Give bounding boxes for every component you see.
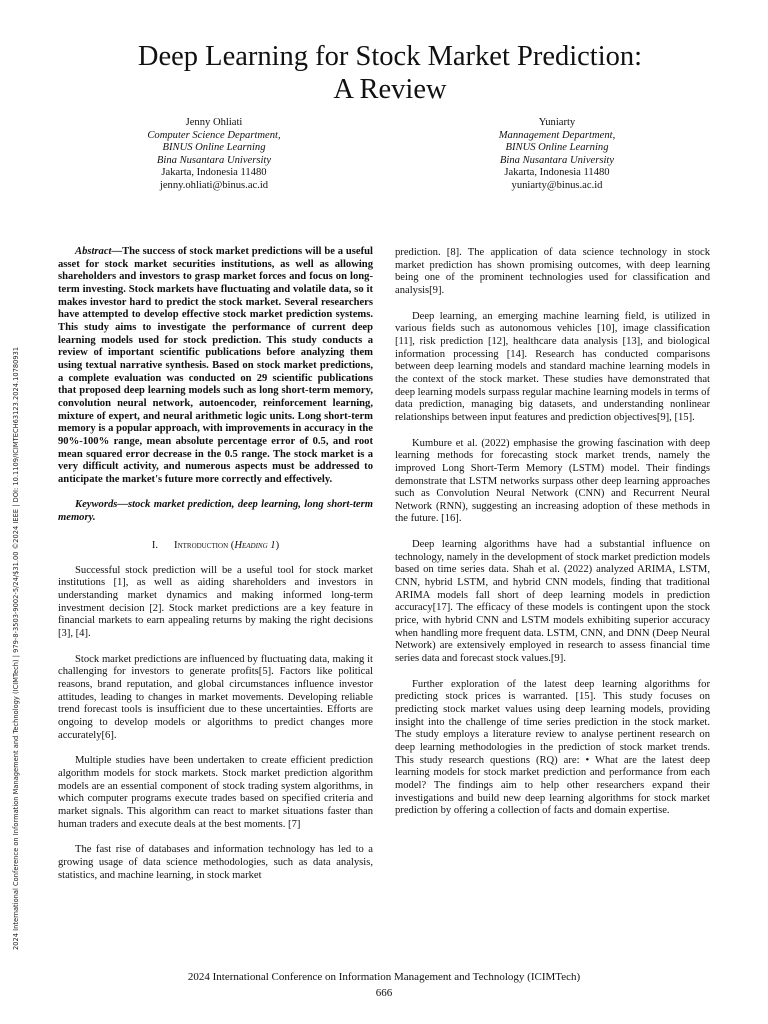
paragraph: The fast rise of databases and information technology has led to a growing usage of data science methodologies, such as data analysis, statistics, and machine learning, in stock market [58, 844, 373, 881]
abstract-label: Abstract [75, 246, 112, 257]
author-city: Jakarta, Indonesia 11480 [504, 167, 610, 179]
page-number: 666 [375, 987, 393, 999]
section-close: ) [275, 539, 280, 551]
author-unit: BINUS Online Learning [162, 142, 266, 154]
paper-title [60, 40, 720, 106]
author-university: Bina Nusantara University [499, 154, 615, 166]
title-line-2: A Review [333, 74, 447, 105]
section-open: ( [228, 539, 235, 551]
footer-conference: 2024 International Conference on Information Management and Technology (ICIMTech) [187, 971, 581, 983]
author-block-2 [427, 117, 687, 193]
right-column [395, 247, 710, 818]
paragraph: Successful stock prediction will be a useful tool for stock market institutions [1], as well as aiding shareholders and investors in understanding market dynamics and making informed long-term investment decision [2]. Stock market predictions are a key feature in financial markets to earn appealing returns by making the right decisions [3], [4]. [58, 564, 373, 640]
section-style: Heading 1 [234, 539, 276, 551]
section-name: Introduction [174, 539, 229, 551]
paragraph: Kumbure et al. (2022) emphasise the growing fascination with deep learning methods for forecasting stock market trends, namely the improved Long Short-Term Memory (LSTM) model. Their findings demonstrate that LSTM networks surpass other deep learning approaches such as Convolution Neural Network (CNN) and Recurrent Neural Network (RNN), suggesting an increasing adoption of these methods in the future. [16]. [395, 437, 710, 525]
author-city: Jakarta, Indonesia 11480 [161, 167, 267, 179]
paragraph-continuation: prediction. [8]. The application of data science technology in stock market prediction has shown promising outcomes, with deep learning being one of the prominent technologies used for classification and analysis[9]. [395, 247, 710, 296]
title-line-1: Deep Learning for Stock Market Prediction: [137, 41, 643, 72]
author-email: jenny.ohliati@binus.ac.id [159, 179, 269, 191]
section-number: I. [151, 539, 159, 551]
section-heading [58, 539, 373, 552]
author-department: Computer Science Department, [147, 129, 281, 141]
abstract-dash: — [111, 246, 123, 257]
author-university: Bina Nusantara University [156, 154, 272, 166]
author-department: Mannagement Department, [498, 129, 616, 141]
abstract [58, 246, 373, 486]
author-email: yuniarty@binus.ac.id [511, 179, 603, 191]
paragraph: Stock market predictions are influenced by fluctuating data, making it challenging for investors to generate profits[5]. Factors like political reasons, brand reputation, and global circumstances influence investor attitudes, leading to changes in market movements. Developing reliable trend forecast tools is insufficient due to these uncertainties. Efforts are ongoing to develop models or algorithms to predict changes more accurately[6]. [58, 653, 373, 741]
author-name: Jenny Ohliati [185, 117, 243, 128]
abstract-text: The success of stock market predictions will be a useful asset for stock market securities institutions, as well as allowing shareholders and investors to grasp market forces and focus on long-term investing. Stock markets have fluctuating and volatile data, so it makes investor hard to predict the stock market. Several researchers have attempted to develop effective stock market prediction systems. This study aims to investigate the performance of current deep learning models used for stock prediction. This study conducts a review of important scientific publications before analyzing them using textual narrative synthesis. Based on stock market predictions, a complete evaluation was conducted on 29 scientific publications that proposed deep learning models such as long short-term memory, convolution neural network, autoencoder, reinforcement learning, mixture of expert, and neural arithmetic logic units. Long short-term memory is a popular approach, with improvements in accuracy in the 90%-100% range, mean absolute percentage error of 0.5, and root mean squared error decrease in the 0.5 range. The stock market is a very difficult activity, and numerous aspects must be addressed to anticipate the market's future more correctly and effectively. [58, 246, 373, 485]
paragraph: Further exploration of the latest deep learning algorithms for predicting stock prices is warranted. [15]. This study focuses on predicting stock market values using deep learning models, providing insight into the challenge of time series prediction in the stock market. The study employs a literature review to analyse pertinent research on deep learning methodologies in the prediction of stock market trends. This study research questions (RQ) are: • What are the latest deep learning models for stock market prediction and performance from each model? The findings aim to help other researchers expand their investigations and build new deep learning algorithms for stock market prediction by offering a collection of facts and domain expertise. [395, 678, 710, 817]
author-unit: BINUS Online Learning [505, 142, 609, 154]
keywords: Keywords—stock market prediction, deep learning, long short-term memory. [58, 499, 373, 524]
paragraph: Multiple studies have been undertaken to create efficient prediction algorithm models for stock markets. Stock market prediction algorithm models are an essential component of stock trading system algorithms, in which computer programs execute trades based on specified criteria and market signals. This algorithm can react to market situations faster than human traders and execute deals at the best moments. [7] [58, 755, 373, 830]
left-column [58, 246, 373, 882]
paragraph: Deep learning algorithms have had a substantial influence on technology, namely in the development of stock market prediction models based on time series data. Shah et al. (2022) analyzed ARIMA, LSTM, CNN, hybrid LSTM, and hybrid CNN models, finding that traditional ARIMA models fall short of deep learning models in prediction accuracy[17]. The efficacy of these models is contingent upon the stock price, with hybrid CNN and LSTM models exhibiting superior accuracy when handling more frequent data. LSTM, CNN, and DNN (Deep Neural Network) are extensively employed in research to assess financial time series data and forecast stock values.[9]. [395, 539, 710, 665]
paragraph: Deep learning, an emerging machine learning field, is utilized in various fields such as autonomous vehicles [10], image classification [11], risk prediction [12], healthcare data analysis [13], and biological information processing [14]. Research has conducted comparisons between deep learning models and standard machine learning models in the context of the stock market. These studies have demonstrated that deep learning models surpass regular machine learning models in terms of data prediction, managing big datasets, and understanding nonlinear relationships between input features and prediction objectives[9], [15]. [395, 310, 710, 423]
author-name: Yuniarty [538, 117, 576, 128]
author-block-1 [84, 117, 344, 193]
doi-side-note: 2024 International Conference on Information Management and Technology (ICIMTech) | 979-8-3503-9002-5/24/$31.00 ©2024 IEEE | DOI: 10.1109/ICIMTECH63123.2024.10780931 [12, 346, 20, 950]
